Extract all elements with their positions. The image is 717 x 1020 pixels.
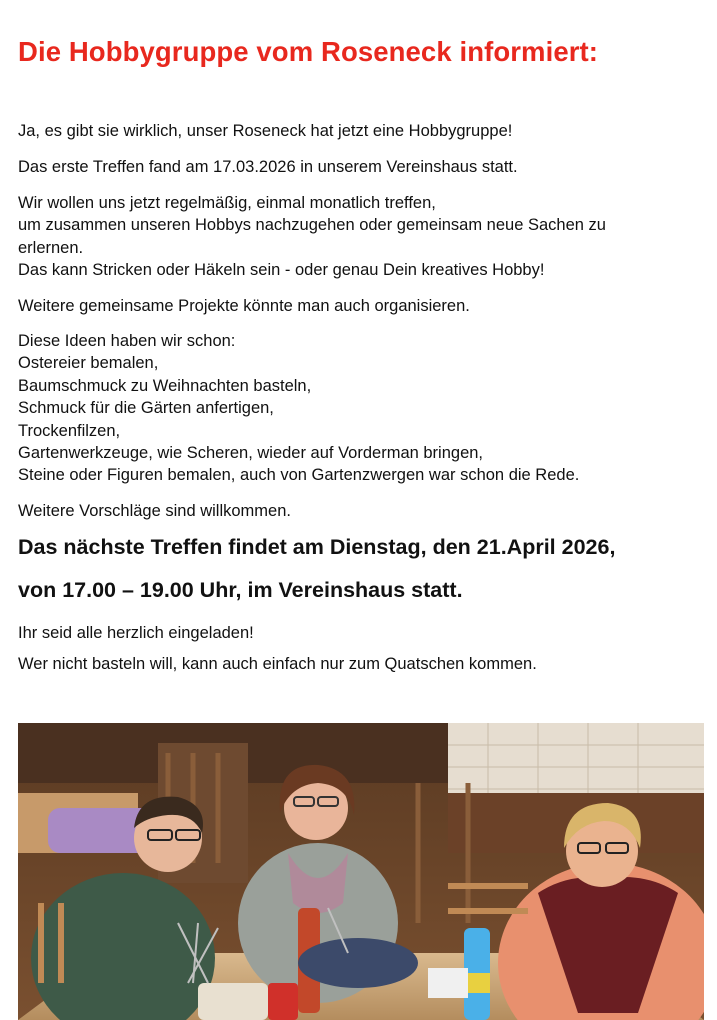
idea-item: Baumschmuck zu Weihnachten basteln, — [18, 376, 312, 395]
plan-line: um zusammen unseren Hobbys nachzugehen oder gemeinsam neue Sachen zu — [18, 216, 606, 235]
invitation-paragraph: Ihr seid alle herzlich eingeladen! — [18, 624, 254, 642]
plan-line: Das kann Stricken oder Häkeln sein - oder genau Dein kreatives Hobby! — [18, 261, 545, 280]
idea-item: Trockenfilzen, — [18, 421, 121, 440]
next-meeting-time: von 17.00 – 19.00 Uhr, im Vereinshaus statt. — [18, 578, 463, 602]
next-meeting-date: Das nächste Treffen findet am Dienstag, den 21.April 2026, — [18, 535, 616, 559]
flyer-title: Die Hobbygruppe vom Roseneck informiert: — [18, 36, 599, 67]
idea-item: Ostereier bemalen, — [18, 354, 159, 373]
idea-item: Steine oder Figuren bemalen, auch von Gartenzwergen war schon die Rede. — [18, 466, 580, 485]
plan-line: Wir wollen uns jetzt regelmäßig, einmal monatlich treffen, — [18, 194, 436, 212]
group-photo — [18, 723, 704, 1020]
idea-item: Gartenwerkzeuge, wie Scheren, wieder auf Vorderman bringen, — [18, 444, 484, 463]
idea-item: Schmuck für die Gärten anfertigen, — [18, 399, 274, 418]
plan-line: erlernen. — [18, 238, 84, 257]
chat-paragraph: Wer nicht basteln will, kann auch einfach nur zum Quatschen kommen. — [18, 655, 537, 673]
ideas-list — [18, 330, 579, 487]
projects-paragraph: Weitere gemeinsame Projekte könnte man auch organisieren. — [18, 297, 470, 315]
first-meeting-paragraph: Das erste Treffen fand am 17.03.2026 in unserem Vereinshaus statt. — [18, 158, 518, 176]
intro-paragraph: Ja, es gibt sie wirklich, unser Roseneck hat jetzt eine Hobbygruppe! — [18, 122, 513, 140]
plan-paragraph — [18, 192, 606, 282]
suggestions-paragraph: Weitere Vorschläge sind willkommen. — [18, 502, 291, 520]
ideas-heading: Diese Ideen haben wir schon: — [18, 332, 236, 350]
